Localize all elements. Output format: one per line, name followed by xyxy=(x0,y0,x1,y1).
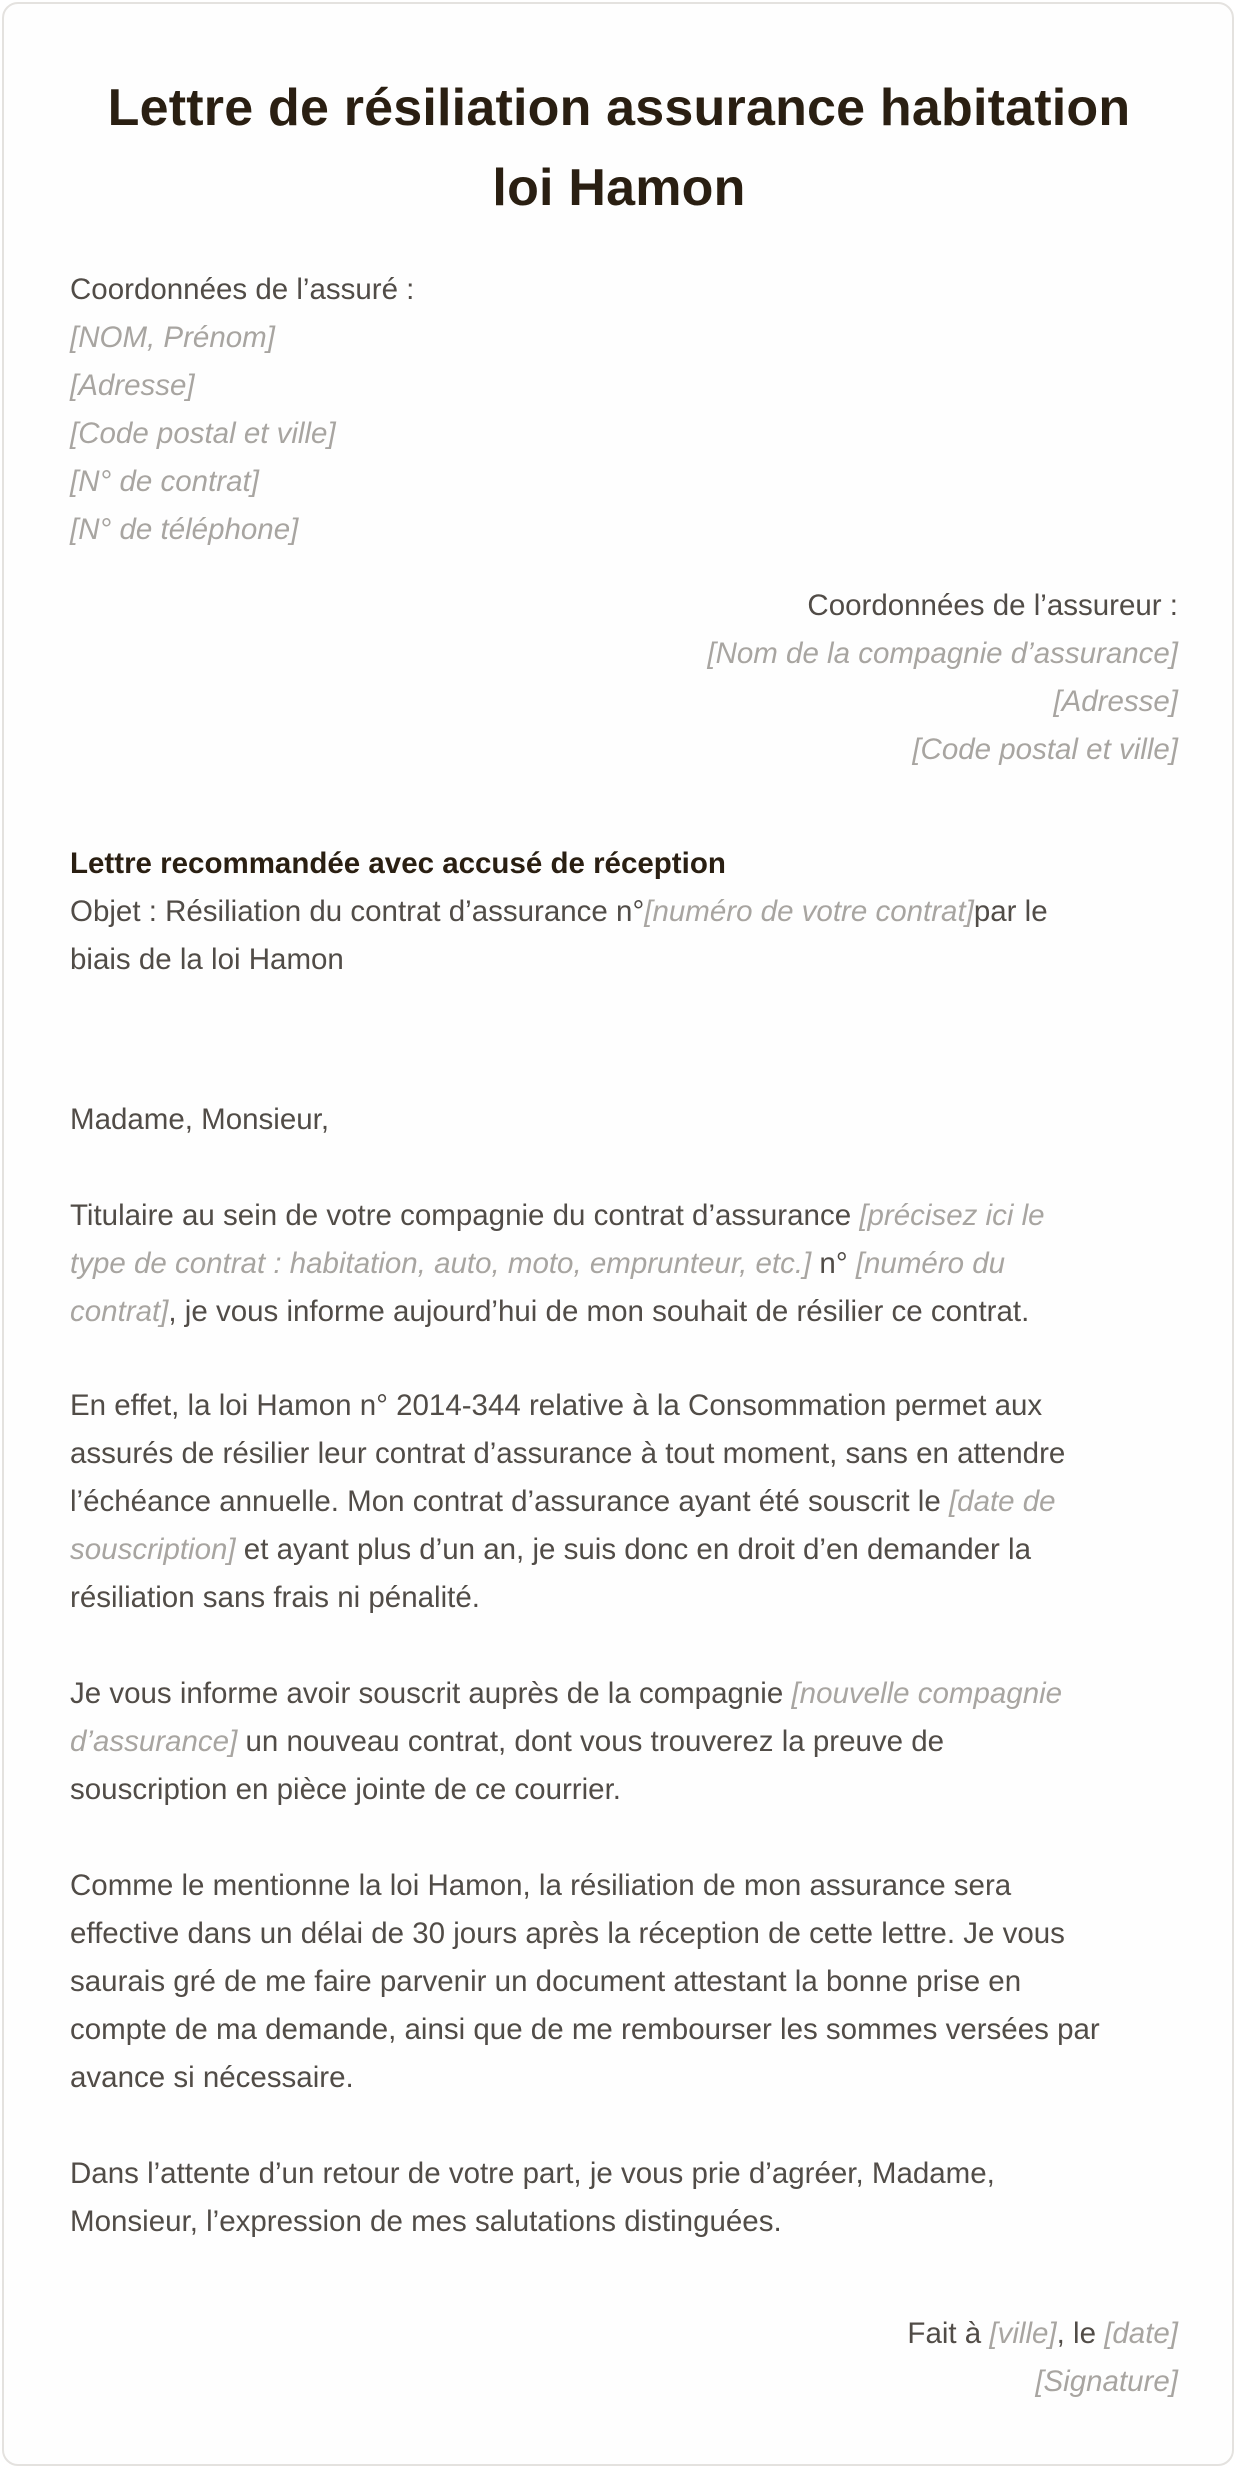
insurer-company-placeholder: [Nom de la compagnie d’assurance] xyxy=(707,637,1178,670)
p5-line-2: Monsieur, l’expression de mes salutations distinguées. xyxy=(70,2205,782,2238)
p2-line-5: résiliation sans frais ni pénalité. xyxy=(70,1581,480,1614)
page-title xyxy=(64,68,1174,228)
p3-line-1 xyxy=(70,1670,1178,1718)
p4-line-1: Comme le mentionne la loi Hamon, la résiliation de mon assurance sera xyxy=(70,1869,1012,1902)
closing-fait: Fait à xyxy=(907,2317,990,2350)
p1-text-2: n° xyxy=(811,1247,856,1280)
letter-object xyxy=(70,840,1178,984)
paragraph-2 xyxy=(70,1382,1178,1622)
object-line-2: biais de la loi Hamon xyxy=(70,943,344,976)
title-line-2: loi Hamon xyxy=(492,159,746,217)
signature-placeholder: [Signature] xyxy=(1035,2365,1178,2398)
p1-text-3: , je vous informe aujourd’hui de mon souhait de résilier ce contrat. xyxy=(168,1295,1030,1328)
p2-line-1: En effet, la loi Hamon n° 2014-344 relative à la Consommation permet aux xyxy=(70,1389,1043,1422)
object-prefix: Objet : Résiliation du contrat d’assurance n° xyxy=(70,895,645,928)
p1-line-2 xyxy=(70,1240,1178,1288)
new-company-placeholder-cont: d’assurance] xyxy=(70,1725,238,1758)
closing-le: , le xyxy=(1056,2317,1105,2350)
p2-line-4 xyxy=(70,1526,1178,1574)
subscription-date-placeholder: [date de xyxy=(948,1485,1056,1518)
object-line-1 xyxy=(70,888,1178,936)
insured-address-placeholder: [Adresse] xyxy=(70,369,195,402)
insurer-address-placeholder: [Adresse] xyxy=(1053,685,1178,718)
insured-heading: Coordonnées de l’assuré : xyxy=(70,273,415,306)
title-line-1: Lettre de résiliation assurance habitation xyxy=(107,79,1131,137)
p1-text-1: Titulaire au sein de votre compagnie du contrat d’assurance xyxy=(70,1199,860,1232)
new-company-placeholder: [nouvelle compagnie xyxy=(791,1677,1063,1710)
p5-line-1: Dans l’attente d’un retour de votre part, je vous prie d’agréer, Madame, xyxy=(70,2157,995,2190)
object-suffix: par le xyxy=(973,895,1048,928)
p4-line-4: compte de ma demande, ainsi que de me rembourser les sommes versées par xyxy=(70,2013,1100,2046)
subscription-date-placeholder-cont: souscription] xyxy=(70,1533,236,1566)
contract-type-placeholder: [précisez ici le xyxy=(859,1199,1045,1232)
p1-line-1 xyxy=(70,1192,1178,1240)
insured-details xyxy=(70,266,1178,554)
p3-text-2: un nouveau contrat, dont vous trouverez la preuve de xyxy=(237,1725,945,1758)
city-placeholder: [ville] xyxy=(989,2317,1057,2350)
registered-mail-label: Lettre recommandée avec accusé de réception xyxy=(70,847,726,880)
p4-line-3: saurais gré de me faire parvenir un document attestant la bonne prise en xyxy=(70,1965,1022,1998)
paragraph-5 xyxy=(70,2150,1178,2246)
p1-line-3 xyxy=(70,1288,1178,1336)
insurer-postal-placeholder: [Code postal et ville] xyxy=(912,733,1178,766)
p2-text-4: et ayant plus d’un an, je suis donc en droit d’en demander la xyxy=(235,1533,1031,1566)
insured-contract-placeholder: [N° de contrat] xyxy=(70,465,259,498)
paragraph-3 xyxy=(70,1670,1178,1814)
contract-number-placeholder-cont: contrat] xyxy=(70,1295,169,1328)
closing-place-date xyxy=(70,2310,1178,2358)
p3-text-1: Je vous informe avoir souscrit auprès de la compagnie xyxy=(70,1677,792,1710)
object-contract-placeholder: [numéro de votre contrat] xyxy=(644,895,974,928)
p2-line-2: assurés de résilier leur contrat d’assurance à tout moment, sans en attendre xyxy=(70,1437,1066,1470)
insurer-heading: Coordonnées de l’assureur : xyxy=(807,589,1178,622)
contract-number-placeholder: [numéro du xyxy=(855,1247,1006,1280)
p3-line-2 xyxy=(70,1718,1178,1766)
contract-type-placeholder-cont: type de contrat : habitation, auto, moto, emprunteur, etc.] xyxy=(70,1247,812,1280)
date-placeholder: [date] xyxy=(1104,2317,1178,2350)
insured-phone-placeholder: [N° de téléphone] xyxy=(70,513,299,546)
p3-line-3: souscription en pièce jointe de ce courrier. xyxy=(70,1773,621,1806)
insurer-details xyxy=(70,582,1178,774)
paragraph-1 xyxy=(70,1192,1178,1336)
p2-text-3: l’échéance annuelle. Mon contrat d’assurance ayant été souscrit le xyxy=(70,1485,949,1518)
p4-line-2: effective dans un délai de 30 jours après la réception de cette lettre. Je vous xyxy=(70,1917,1065,1950)
p2-line-3 xyxy=(70,1478,1178,1526)
closing xyxy=(70,2310,1178,2406)
letter-card xyxy=(2,2,1234,2466)
p4-line-5: avance si nécessaire. xyxy=(70,2061,354,2094)
salutation-text: Madame, Monsieur, xyxy=(70,1103,330,1136)
insured-name-placeholder: [NOM, Prénom] xyxy=(70,321,275,354)
insured-postal-placeholder: [Code postal et ville] xyxy=(70,417,336,450)
paragraph-4 xyxy=(70,1862,1178,2102)
salutation xyxy=(70,1096,1178,1144)
